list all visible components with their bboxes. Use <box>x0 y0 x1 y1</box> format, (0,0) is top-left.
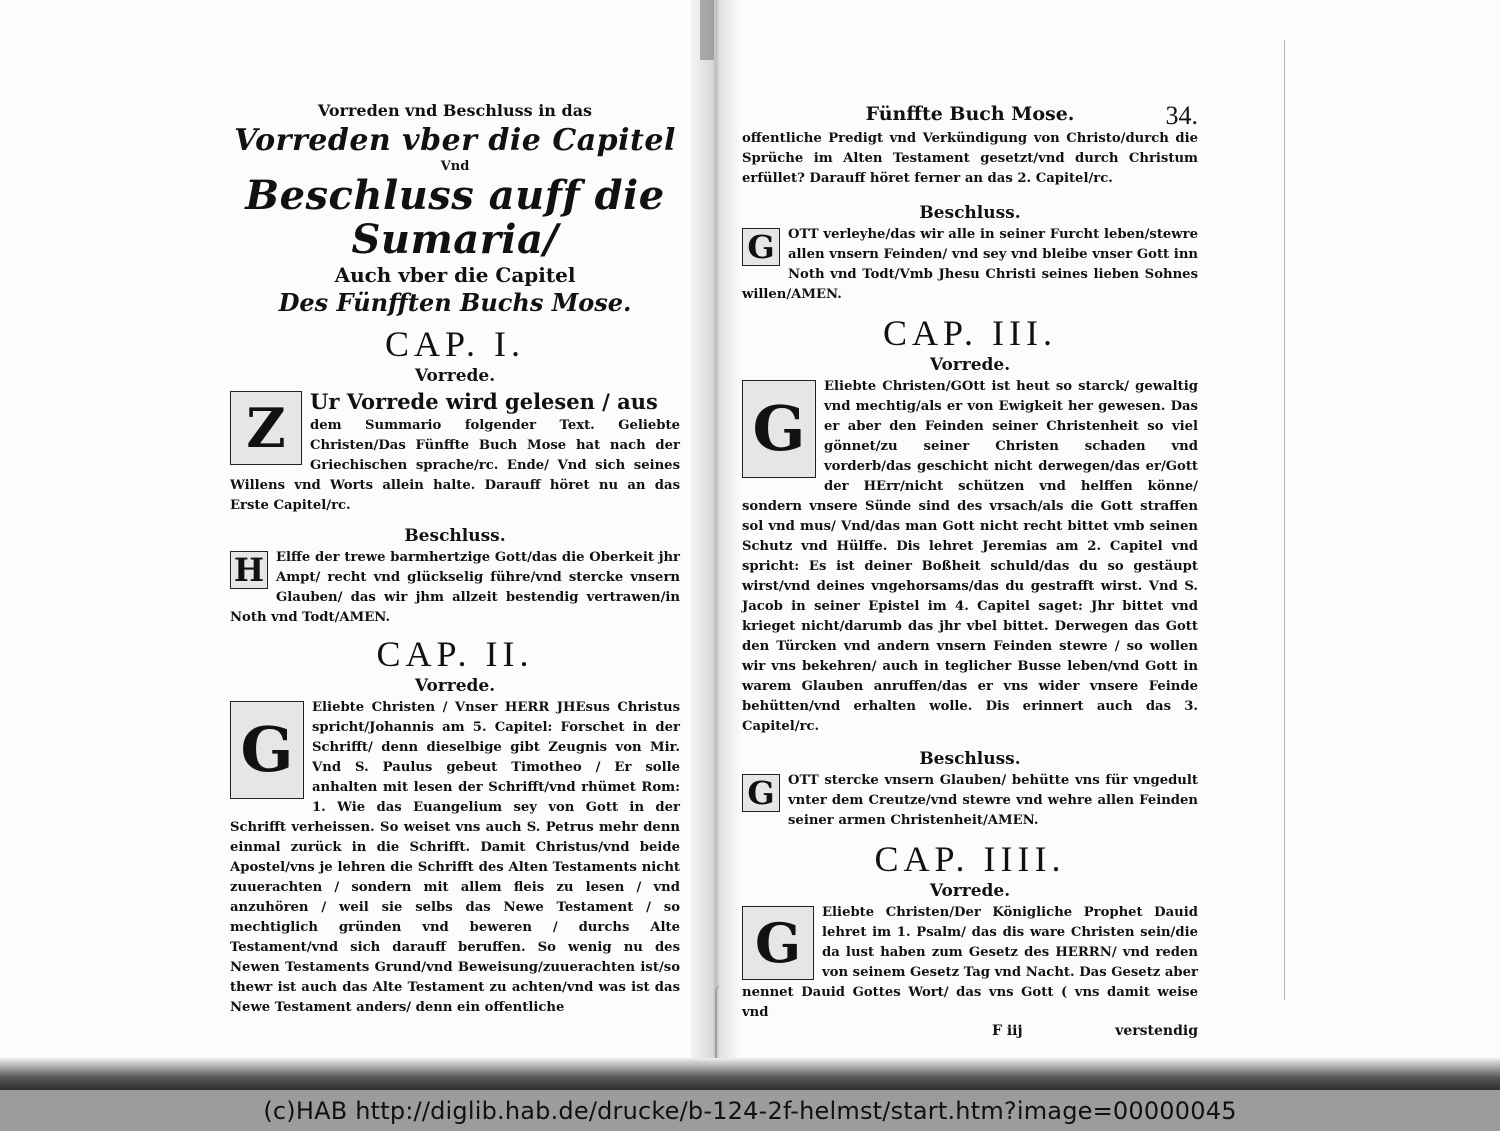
drop-initial: Z <box>230 391 302 465</box>
title-line-4: Auch vber die Capitel <box>334 263 576 287</box>
gutter-ornament <box>715 985 729 1065</box>
footer-credit: (c)HAB http://diglib.hab.de/drucke/b-124-2f-helmst/start.htm?image=00000045 <box>263 1096 1237 1125</box>
cap1-body: dem Summario folgender Text. Geliebte Christen/Das Fünffte Buch Mose hat nach der Griechischen sprache/rc. Ende/ Vnd sich seines Willens vnd Worts allein halte. Darauff höret nu an das Erste Capitel/rc. <box>230 418 680 513</box>
running-title: Fünffte Buch Mose. <box>865 103 1075 125</box>
cap1-vorrede-text <box>230 388 680 516</box>
title-line-2: Vorreden vber die Capitel <box>234 123 676 158</box>
title-line-3: Beschluss auff die Sumaria/ <box>245 172 665 263</box>
drop-initial: H <box>230 551 268 589</box>
cap3-body: Eliebte Christen/GOtt ist heut so starck/ gewaltig vnd mechtig/als er von Ewigkeit her gewesen. Das er aber den Feinden seiner Christenheit so viel gönnet/zu seiner Christen schaden vnd vorderb/das geschicht nicht derwegen/das er/Gott der HErr/nicht schützen vnd helffen könne/ sondern vnsere Sünde sind des vrsach/als die Gott straffen sol vnd mus/ Vnd/das man Gott nicht recht bittet vmb seinen Schutz vnd Hülffe. Dis lehret Jeremias am 2. Capitel vnd spricht: Es ist deiner Boßheit schuld/das du so gestäupt wirst/vnd deines vngehorsams/das du gestrafft wirst. Vnd S. Jacob in seiner Epistel im 4. Capitel saget: Jhr bittet vnd krieget nicht/darumb das jhr vbel bittet. Derwegen das Gott den Türcken vnd andern vnsern Feinden stewre / so wollen wir vns bekehren/ auch in teglicher Busse leben/vnd Gott in warem Glauben anruffen/das er vns wider vnsere Feinde behütten/vnd erhalten wolle. Dis erinnert auch das 3. Capitel/rc. <box>742 379 1198 734</box>
right-page <box>742 103 1198 1039</box>
cap2-beschluss-text <box>742 225 1198 305</box>
cap2-vorrede-text <box>230 698 680 1018</box>
title-line-5: Des Fünfften Buchs Mose. <box>278 288 632 317</box>
signature-mark: F iij <box>992 1023 1023 1039</box>
cap3-vorrede-label: Vorrede. <box>929 355 1011 375</box>
cap3-beschluss-label: Beschluss. <box>919 749 1021 769</box>
cap1-heading: CAP. I. <box>384 324 526 364</box>
cap2-vorrede-label: Vorrede. <box>414 676 496 696</box>
drop-initial: G <box>742 906 814 980</box>
page-foot <box>742 1023 1198 1039</box>
title-und: Vnd <box>440 159 470 174</box>
continued-text: offentliche Predigt vnd Verkündigung von Christo/durch die Sprüche im Alten Testament gesetzt/vnd durch Christum erfüllet? Darauff höret ferner an das 2. Capitel/rc. <box>742 131 1198 186</box>
cap2-beschluss-label: Beschluss. <box>919 203 1021 223</box>
cap1-beschluss-body: Elffe der trewe barmhertzige Gott/das die Oberkeit jhr Ampt/ recht vnd glückselig führe/vnd stercke vnsern Glauben/ das wir jhm allzeit bestendig vertrawen/in Noth vnd Todt/AMEN. <box>230 550 680 625</box>
cap4-vorrede-text <box>742 903 1198 1023</box>
running-head <box>742 103 1198 129</box>
left-page <box>230 100 680 1018</box>
scan-bottom-shadow <box>0 1058 1500 1090</box>
drop-initial: G <box>742 228 780 266</box>
cap4-vorrede-label: Vorrede. <box>929 881 1011 901</box>
drop-initial: G <box>742 774 780 812</box>
drop-initial: G <box>230 701 304 799</box>
title-line-1: Vorreden vnd Beschluss in das <box>317 101 593 120</box>
drop-initial: G <box>742 380 816 478</box>
catchword: verstendig <box>1115 1023 1198 1039</box>
cap2-heading: CAP. II. <box>376 634 534 674</box>
cap1-vorrede-label: Vorrede. <box>414 366 496 386</box>
cap1-beschluss-text <box>230 548 680 628</box>
cap3-beschluss-text <box>742 771 1198 831</box>
cap2-body: Eliebte Christen / Vnser HERR JHEsus Christus spricht/Johannis am 5. Capitel: Forschet in der Schrifft/ denn dieselbige gibt Zeugnis von Mir. Vnd S. Paulus gebeut Timotheo / Er solle anhalten mit lesen der Schrifft/vnd rhümet Rom: 1. Wie das Euangelium sey von Gott in der Schrifft verheissen. So weiset vns auch S. Petrus mehr denn einmal zurück in die Schrifft. Damit Christus/vnd beide Apostel/vns je lehren die Schrifft des Alten Testaments nicht zuuerachten / sondern mit allem fleis zu lesen / vnd anzuhören / weil sie selbs das Newe Testament / so mechtiglich gründen vnd beweren / durchs Alte Testament/vnd sich darauff beruffen. So wenig nu des Newen Testaments Grund/vnd Beweisung/zuuerachten ist/so thewr ist auch das Alte Testament zu achten/vnd was ist das Newe Testament anders/ denn ein offentliche <box>230 700 680 1015</box>
cap2-beschluss-body: OTT verleyhe/das wir alle in seiner Furcht leben/stewre allen vnsern Feinden/ vnd sey vnd bleibe vnser Gott inn Noth vnd Todt/Vmb Jhesu Christi seines lieben Sohnes willen/AMEN. <box>742 227 1198 302</box>
cap3-vorrede-text <box>742 377 1198 737</box>
cap4-body: Eliebte Christen/Der Königliche Prophet Dauid lehret im 1. Psalm/ das dis ware Christen sein/die da lust haben zum Gesetz des HERRN/ vnd reden von seinem Gesetz Tag vnd Nacht. Das Gesetz aber nennet Dauid Gottes Wort/ das vns Gott ( vns damit weise vnd <box>742 905 1198 1020</box>
cap1-beschluss-label: Beschluss. <box>404 526 506 546</box>
cap4-heading: CAP. IIII. <box>874 839 1066 879</box>
book-gutter <box>690 0 740 1090</box>
page-number: 34. <box>1165 101 1198 130</box>
gutter-shadow-mark <box>700 0 714 60</box>
cap3-beschluss-body: OTT stercke vnsern Glauben/ behütte vns für vngedult vnter dem Creutze/vnd stewre vnd wehre allen Feinden seiner armen Christenheit/AMEN. <box>788 773 1198 828</box>
cap3-heading: CAP. III. <box>882 313 1057 353</box>
footer-bar <box>0 1090 1500 1131</box>
cap1-first-line: Ur Vorrede wird gelesen / aus <box>310 389 658 414</box>
page-edge-line <box>1284 40 1285 1000</box>
